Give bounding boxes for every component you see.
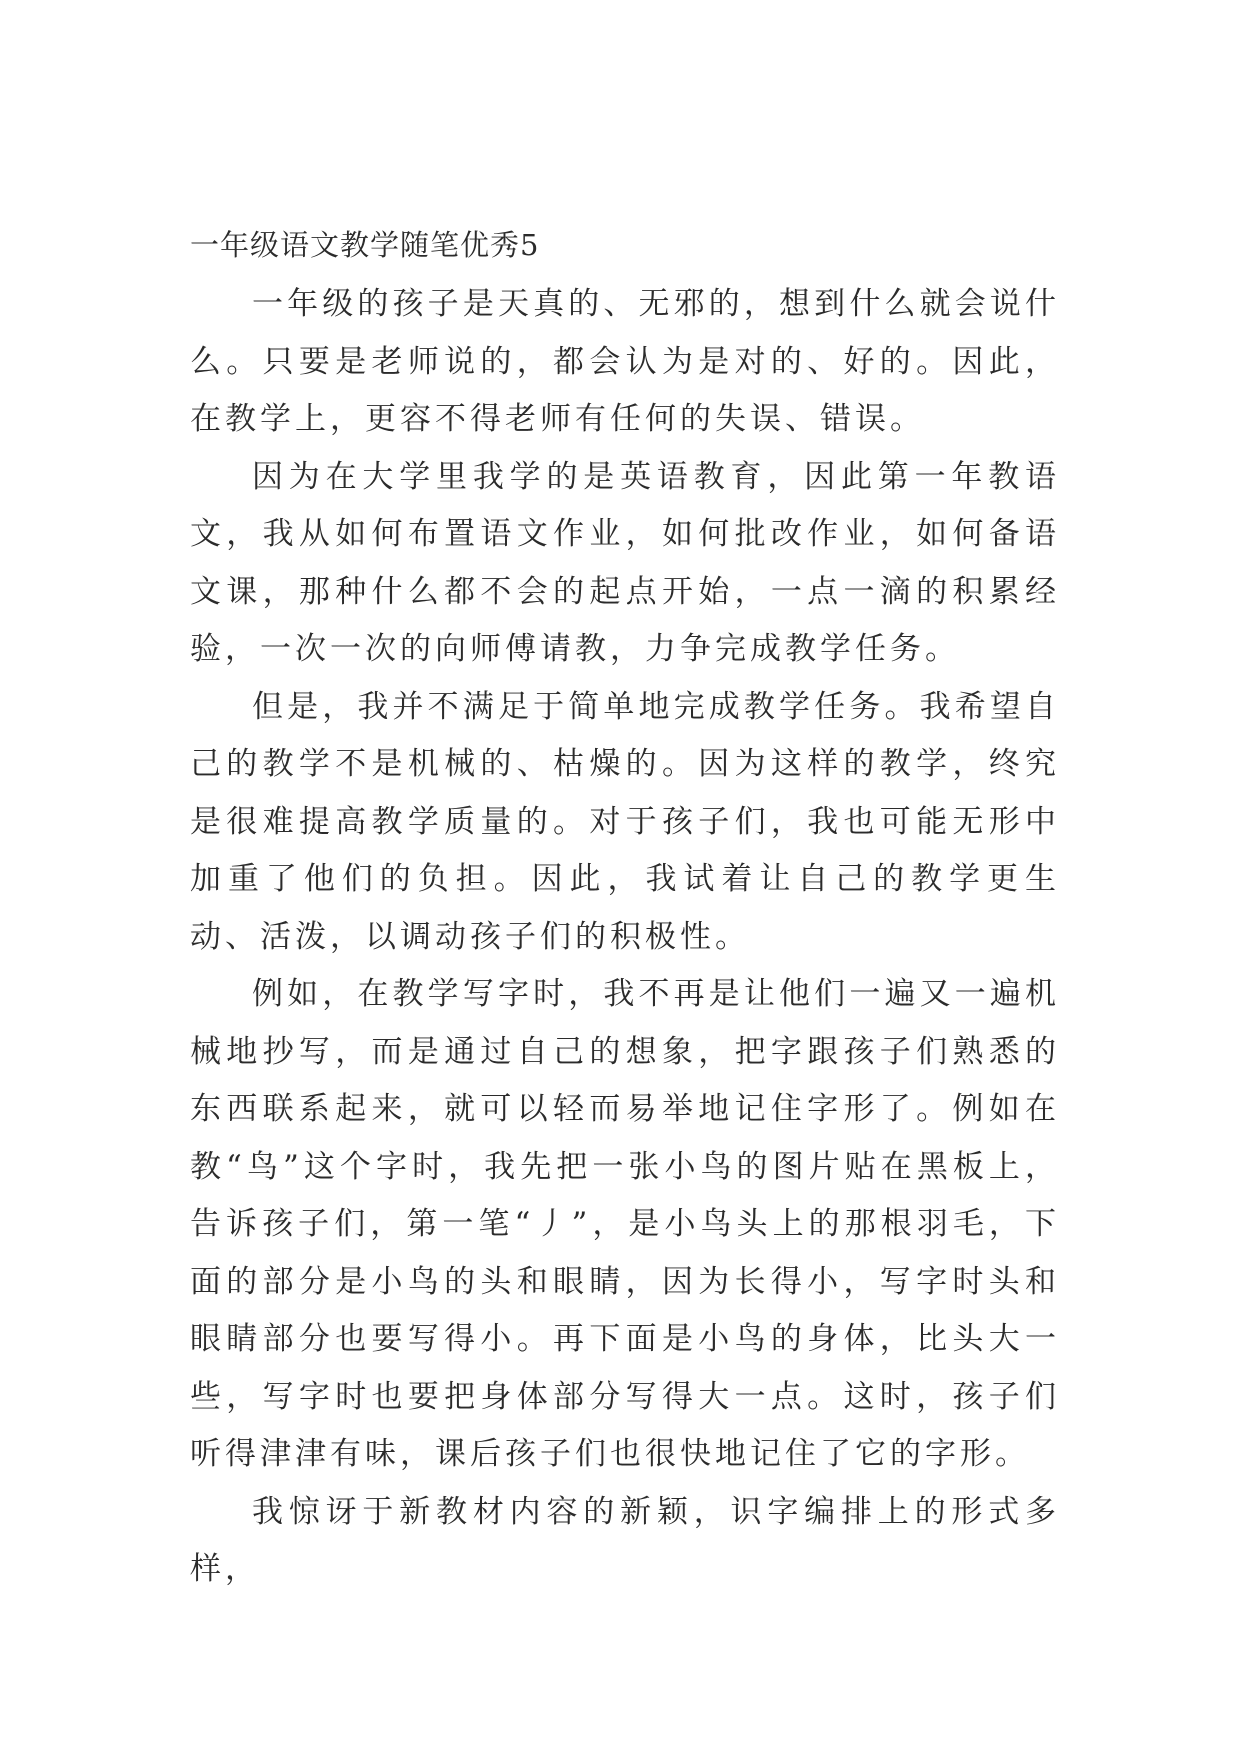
paragraph-1: 一年级的孩子是天真的、无邪的，想到什么就会说什么。只要是老师说的，都会认为是对的、好的。因此，在教学上，更容不得老师有任何的失误、错误。 (190, 286, 1060, 437)
paragraph-4: 例如，在教学写字时，我不再是让他们一遍又一遍机械地抄写，而是通过自己的想象，把字跟孩子们熟悉的东西联系起来，就可以轻而易举地记住字形了。例如在教“鸟”这个字时，我先把一张小鸟的图片贴在黑板上，告诉孩子们，第一笔“丿”，是小鸟头上的那根羽毛，下面的部分是小鸟的头和眼睛，因为长得小，写字时头和眼睛部分也要写得小。再下面是小鸟的身体，比头大一些，写字时也要把身体部分写得大一点。这时，孩子们听得津津有味，课后孩子们也很快地记住了它的字形。 (190, 976, 1060, 1472)
document-body (190, 223, 1060, 1599)
paragraph-2: 因为在大学里我学的是英语教育，因此第一年教语文，我从如何布置语文作业，如何批改作业，如何备语文课，那种什么都不会的起点开始，一点一滴的积累经验，一次一次的向师傅请教，力争完成教学任务。 (190, 458, 1060, 667)
paragraph-5: 我惊讶于新教材内容的新颖，识字编排上的形式多样， (190, 1493, 1060, 1587)
paragraph-3: 但是，我并不满足于简单地完成教学任务。我希望自己的教学不是机械的、枯燥的。因为这样的教学，终究是很难提高教学质量的。对于孩子们，我也可能无形中加重了他们的负担。因此，我试着让自己的教学更生动、活泼，以调动孩子们的积极性。 (190, 688, 1060, 955)
document-title: 一年级语文教学随笔优秀5 (190, 228, 540, 262)
